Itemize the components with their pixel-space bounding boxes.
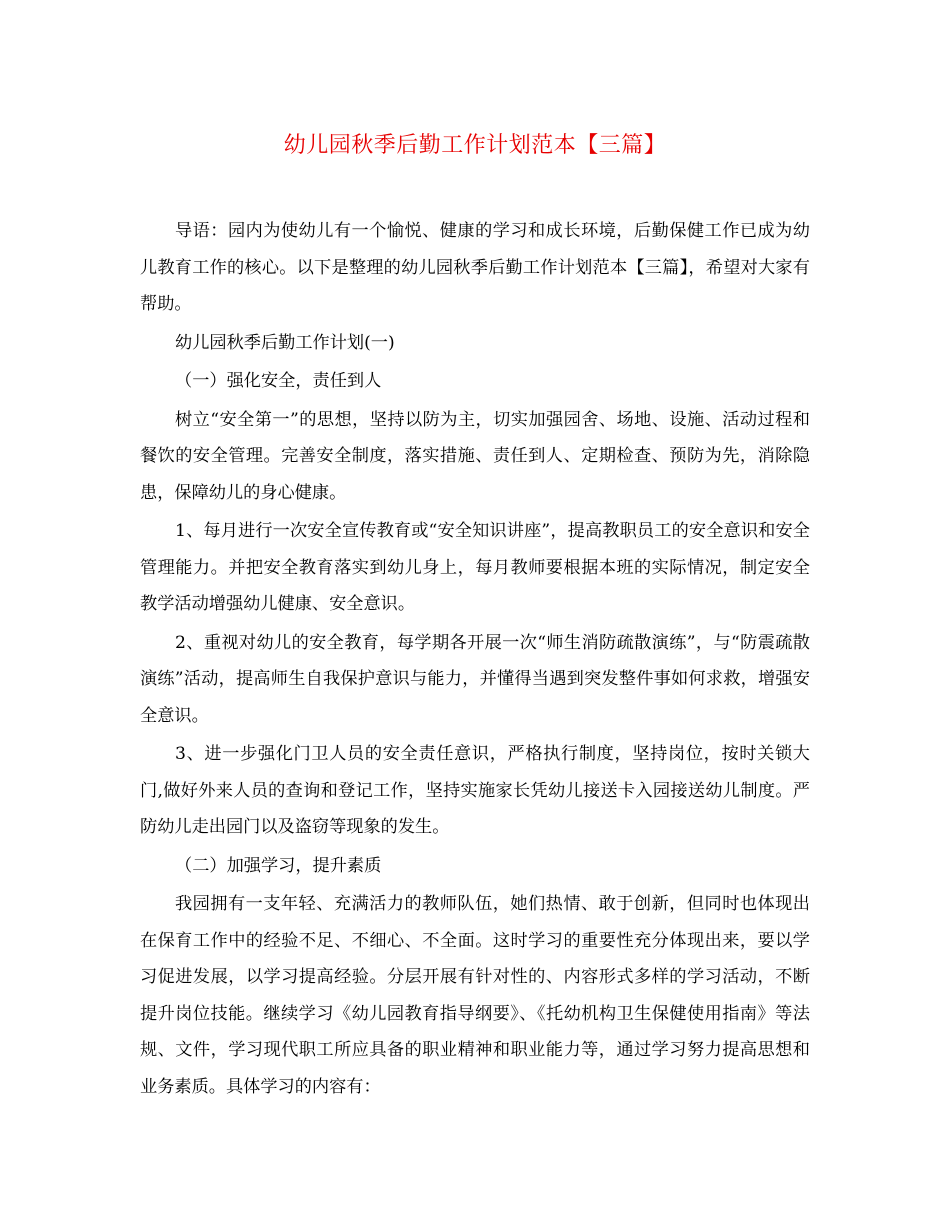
paragraph-plan-heading: 幼儿园秋季后勤工作计划(一) [175, 332, 395, 353]
paragraph-item-1: 1、每月进行一次安全宣传教育或“安全知识讲座”，提高教职员工的安全意识和安全管理能力。并把安全教育落实到幼儿身上，每月教师要根据本班的实际情况，制定安全教学活动增强幼儿健康、安全意识。 [140, 521, 810, 614]
document-title: 幼儿园秋季后勤工作计划范本【三篇】 [283, 133, 667, 158]
paragraph-section-1-heading: （一）强化安全，责任到人 [175, 371, 382, 391]
paragraph-item-2: 2、重视对幼儿的安全教育，每学期各开展一次“师生消防疏散演练”，与“防震疏散演练”活动，提高师生自我保护意识与能力，并懂得当遇到突发整件事如何求救，增强安全意识。 [140, 632, 810, 726]
paragraph-intro: 导语：园内为使幼儿有一个愉悦、健康的学习和成长环境，后勤保健工作已成为幼儿教育工作的核心。以下是整理的幼儿园秋季后勤工作计划范本【三篇】，希望对大家有帮助。 [140, 221, 810, 314]
paragraph-study: 我园拥有一支年轻、充满活力的教师队伍，她们热情、敢于创新，但同时也体现出在保育工作中的经验不足、不细心、不全面。这时学习的重要性充分体现出来，要以学习促进发展，以学习提高经验。分层开展有针对性的、内容形式多样的学习活动，不断提升岗位技能。继续学习《幼儿园教育指导纲要》、《托幼机构卫生保健使用指南》等法规、文件，学习现代职工所应具备的职业精神和职业能力等，通过学习努力提高思想和业务素质。具体学习的内容有： [140, 894, 810, 1097]
paragraph-section-2-heading: （二）加强学习，提升素质 [175, 855, 382, 876]
paragraph-item-3: 3、进一步强化门卫人员的安全责任意识，严格执行制度，坚持岗位，按时关锁大门,做好外来人员的查询和登记工作，坚持实施家长凭幼儿接送卡入园接送幼儿制度。严防幼儿走出园门以及盗窃等现象的发生。 [140, 744, 810, 837]
document-body [140, 213, 810, 1107]
paragraph-safety-principle: 树立“安全第一”的思想，坚持以防为主，切实加强园舍、场地、设施、活动过程和餐饮的安全管理。完善安全制度，落实措施、责任到人、定期检查、预防为先，消除隐患，保障幼儿的身心健康。 [140, 409, 810, 503]
